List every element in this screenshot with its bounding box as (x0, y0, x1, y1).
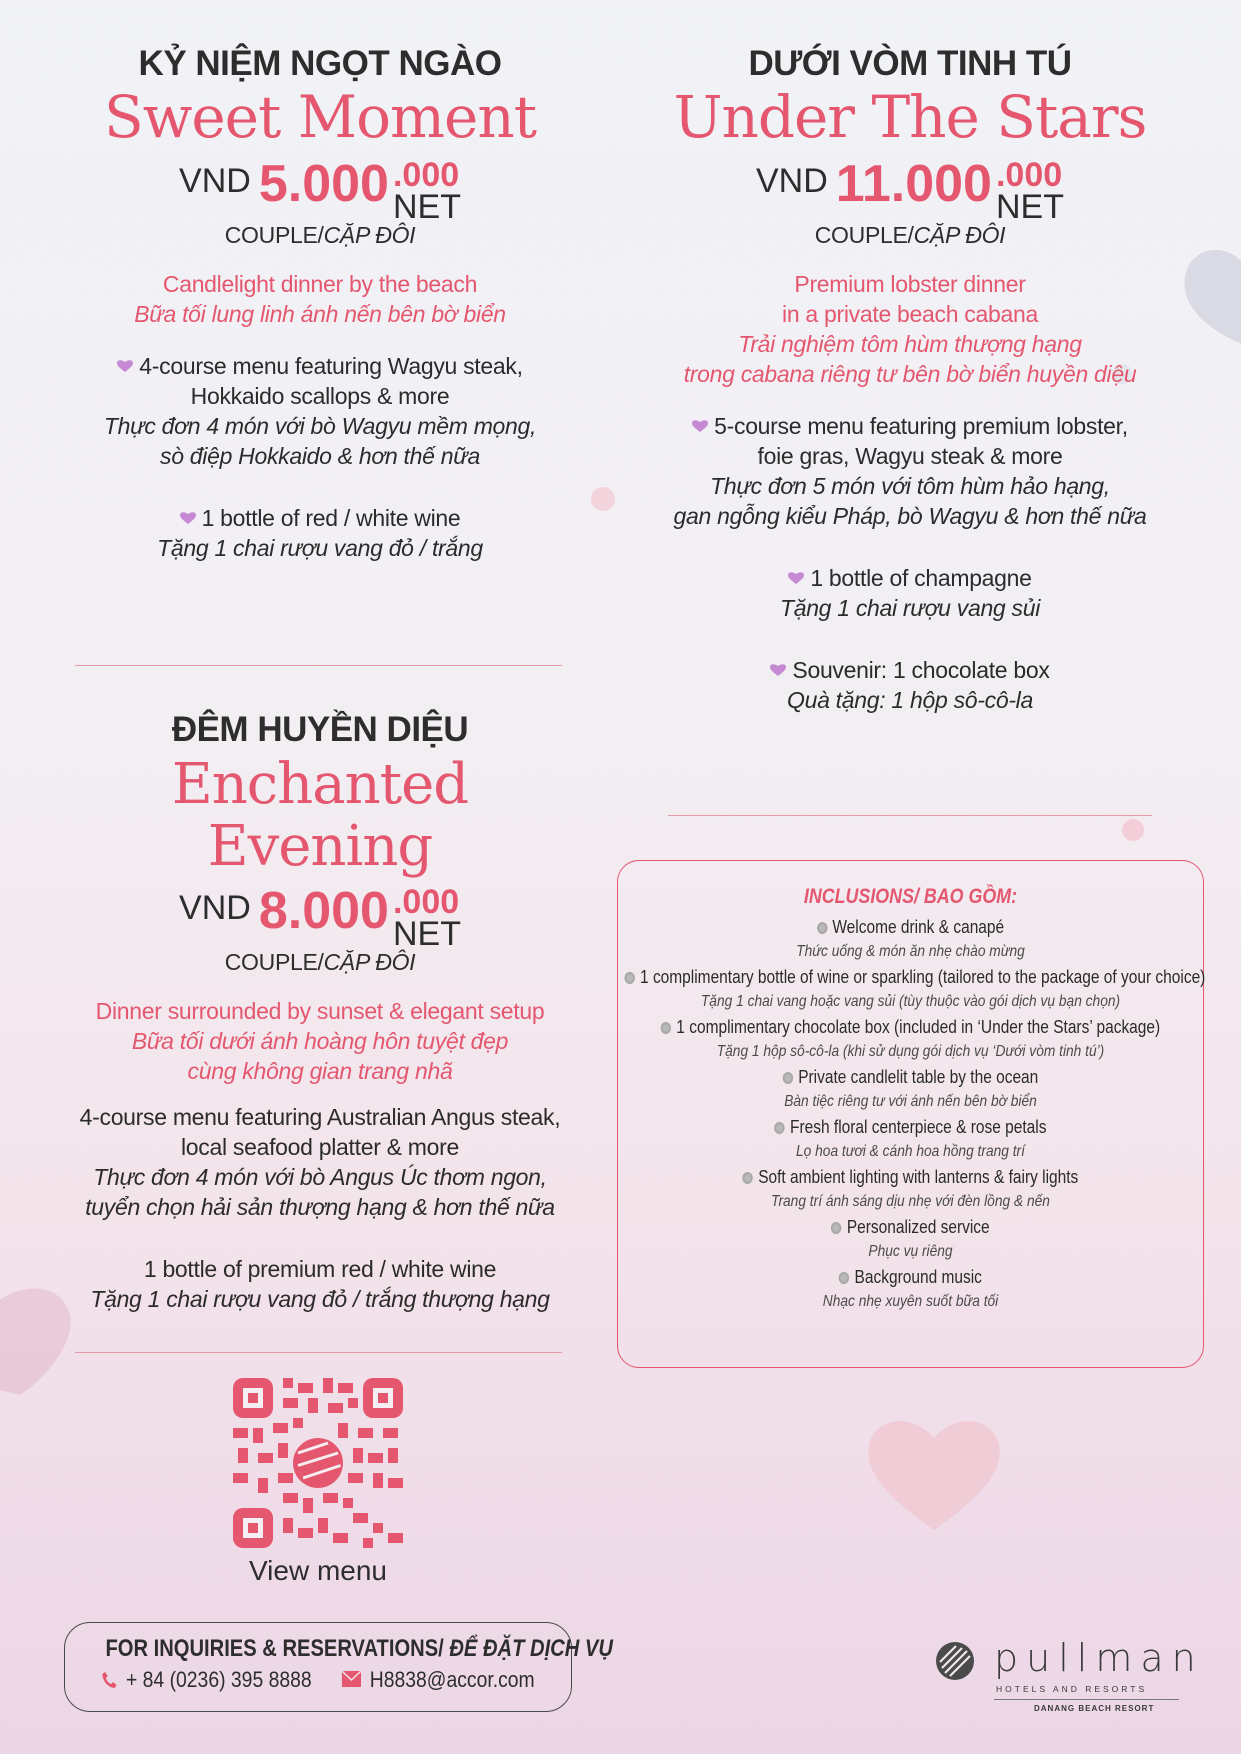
souvenir-item-vi: Quà tặng: 1 hộp sô-cô-la (787, 686, 1033, 713)
package-title: Sweet Moment (103, 83, 537, 151)
menu-item-en-1: 4-course menu featuring Australian Angus steak, (79, 1104, 561, 1131)
inclusion-item: Soft ambient lighting with lanterns & fairy lights Trang trí ánh sáng dịu nhẹ với đèn lồng & nến (618, 1165, 1203, 1213)
tagline-en-1: Premium lobster dinner (794, 270, 1026, 297)
package-price (630, 154, 1190, 230)
price-currency: VND (179, 889, 251, 928)
tagline-vi-2: cùng không gian trang nhã (187, 1058, 453, 1085)
price-thousands: .000 (995, 155, 1063, 194)
price-main: 8.000 (258, 882, 389, 941)
price-currency: VND (756, 161, 828, 200)
wine-item-vi: Tặng 1 chai rượu vang đỏ / trắng (157, 534, 483, 561)
couple-label: COUPLE/CẶP ĐÔI (224, 221, 416, 248)
menu-item-en-2: Hokkaido scallops & more (190, 382, 450, 409)
under-the-stars-package (630, 44, 1190, 715)
inclusions-box (617, 860, 1204, 1368)
tagline-vi: Bữa tối lung linh ánh nến bên bờ biển (134, 300, 506, 327)
pullman-mark-icon (934, 1640, 976, 1682)
inclusion-item: Private candlelit table by the ocean Bàn tiệc riêng tư với ánh nến bên bờ biển (784, 1067, 1039, 1110)
package-title: Enchanted Evening (171, 752, 469, 879)
package-vi-title: DƯỚI VÒM TINH TÚ (748, 44, 1072, 83)
menu-item-vi-2: tuyển chọn hải sản thượng hạng & hơn thế nữa (85, 1194, 555, 1221)
price-thousands: .000 (392, 883, 460, 922)
wine-item-vi: Tặng 1 chai rượu vang đỏ / trắng thượng hạng (90, 1286, 550, 1313)
menu-item-vi-1: Thực đơn 5 món với tôm hùm hảo hạng, (710, 472, 1110, 499)
bullet-dot-icon (661, 1022, 671, 1034)
inclusion-item: 1 complimentary chocolate box (included in ‘Under the Stars’ package) Tặng 1 hộp sô-cô-la (khi sử dụng gói dịch vụ ‘Dưới vòm tinh tú’) (618, 1015, 1203, 1063)
menu-item-vi-1: Thực đơn 4 món với bò Wagyu mềm mọng, (103, 412, 537, 439)
inclusion-item: Background music Nhạc nhẹ xuyên suốt bữa tối (822, 1267, 999, 1310)
package-title: Under The Stars (673, 83, 1147, 151)
divider (75, 665, 562, 666)
bullet-dot-icon (743, 1172, 753, 1184)
inclusions-list (618, 915, 1206, 1313)
package-vi-title: KỶ NIỆM NGỌT NGÀO (138, 44, 502, 83)
heart-bullet-icon (117, 359, 133, 373)
souvenir-item: Souvenir: 1 chocolate box (630, 655, 1190, 685)
brand-rule (994, 1699, 1179, 1700)
inclusions-title: INCLUSIONS/ BAO GỒM: (803, 885, 1018, 908)
tagline-vi-1: Bữa tối dưới ánh hoàng hôn tuyệt đẹp (131, 1028, 509, 1055)
champagne-item-vi: Tặng 1 chai rượu vang sủi (779, 594, 1041, 621)
brand-name: pullman (994, 1636, 1204, 1680)
menu-item: 4-course menu featuring Wagyu steak, (60, 351, 580, 381)
brand-sub: HOTELS AND RESORTS (996, 1684, 1148, 1694)
price-net: NET (995, 187, 1064, 226)
enchanted-evening-package (60, 710, 580, 1314)
menu-item-en-2: foie gras, Wagyu steak & more (757, 442, 1063, 469)
contact-title: FOR INQUIRIES & RESERVATIONS/ ĐỂ ĐẶT DỊCH VỤ (105, 1635, 613, 1662)
sweet-moment-package (60, 44, 580, 563)
envelope-icon (342, 1671, 361, 1687)
email-contact[interactable]: H8838@accor.com (342, 1667, 535, 1693)
divider (75, 1352, 562, 1353)
couple-label: COUPLE/CẶP ĐÔI (814, 221, 1006, 248)
menu-item-en-2: local seafood platter & more (181, 1134, 459, 1161)
bullet-dot-icon (783, 1072, 793, 1084)
heart-bullet-icon (692, 419, 708, 433)
bullet-dot-icon (817, 922, 827, 934)
price-main: 5.000 (258, 154, 389, 213)
price-currency: VND (179, 161, 251, 200)
price-net: NET (392, 915, 461, 954)
tagline-vi-1: Trải nghiệm tôm hùm thượng hạng (738, 330, 1082, 357)
heart-bullet-icon (770, 663, 786, 677)
view-menu-label[interactable]: View menu (248, 1555, 387, 1586)
bullet-dot-icon (831, 1222, 841, 1234)
tagline-en-2: in a private beach cabana (782, 300, 1038, 327)
pullman-logo (934, 1636, 1204, 1716)
price-net: NET (392, 187, 461, 226)
tagline-en: Dinner surrounded by sunset & elegant setup (95, 998, 545, 1025)
couple-label: COUPLE/CẶP ĐÔI (224, 949, 416, 976)
heart-bullet-icon (180, 511, 196, 525)
wine-item: 1 bottle of red / white wine (60, 503, 580, 533)
inclusion-item: Personalized service Phục vụ riêng (618, 1215, 1203, 1263)
glitter-dot-3 (1118, 815, 1148, 845)
price-main: 11.000 (835, 154, 992, 213)
inclusion-item: Welcome drink & canapé Thức uống & món ăn nhẹ chào mừng (796, 917, 1025, 960)
menu-item-vi-2: gan ngỗng kiểu Pháp, bò Wagyu & hơn thế nữa (673, 502, 1147, 529)
glitter-dot-1 (588, 484, 618, 514)
bullet-dot-icon (625, 972, 635, 984)
contact-box (64, 1622, 613, 1712)
phone-icon (101, 1671, 117, 1689)
package-vi-title: ĐÊM HUYỀN DIỆU (171, 710, 469, 749)
tagline-vi-2: trong cabana riêng tư bên bờ biển huyền diệu (683, 360, 1137, 387)
menu-item-vi-1: Thực đơn 4 món với bò Angus Úc thơm ngon, (93, 1164, 547, 1191)
package-price (60, 882, 580, 957)
qr-code[interactable] (233, 1378, 403, 1548)
tagline-en: Candlelight dinner by the beach (162, 270, 478, 297)
heart-bullet-icon (788, 571, 804, 585)
inclusion-item: 1 complimentary bottle of wine or sparkling (tailored to the package of your choice) Tặng 1 chai vang hoặc vang sủi (tùy thuộc vào gói dịch vụ bạn chọn) (618, 965, 1203, 1013)
wine-item-en: 1 bottle of premium red / white wine (143, 1256, 497, 1283)
package-price (60, 154, 580, 230)
divider (668, 815, 1152, 816)
price-thousands: .000 (392, 155, 460, 194)
phone-contact[interactable]: + 84 (0236) 395 8888 (101, 1667, 311, 1693)
brand-location: DANANG BEACH RESORT (1034, 1704, 1155, 1713)
glitter-heart-bottom-center (864, 1410, 1004, 1535)
bullet-dot-icon (775, 1122, 785, 1134)
inclusion-item: Fresh floral centerpiece & rose petals Lọ hoa tươi & cánh hoa hồng trang trí (618, 1115, 1203, 1163)
menu-item: 5-course menu featuring premium lobster, (630, 411, 1190, 441)
champagne-item: 1 bottle of champagne (630, 563, 1190, 593)
menu-item-vi-2: sò điệp Hokkaido & hơn thế nữa (160, 442, 480, 469)
bullet-dot-icon (839, 1272, 849, 1284)
